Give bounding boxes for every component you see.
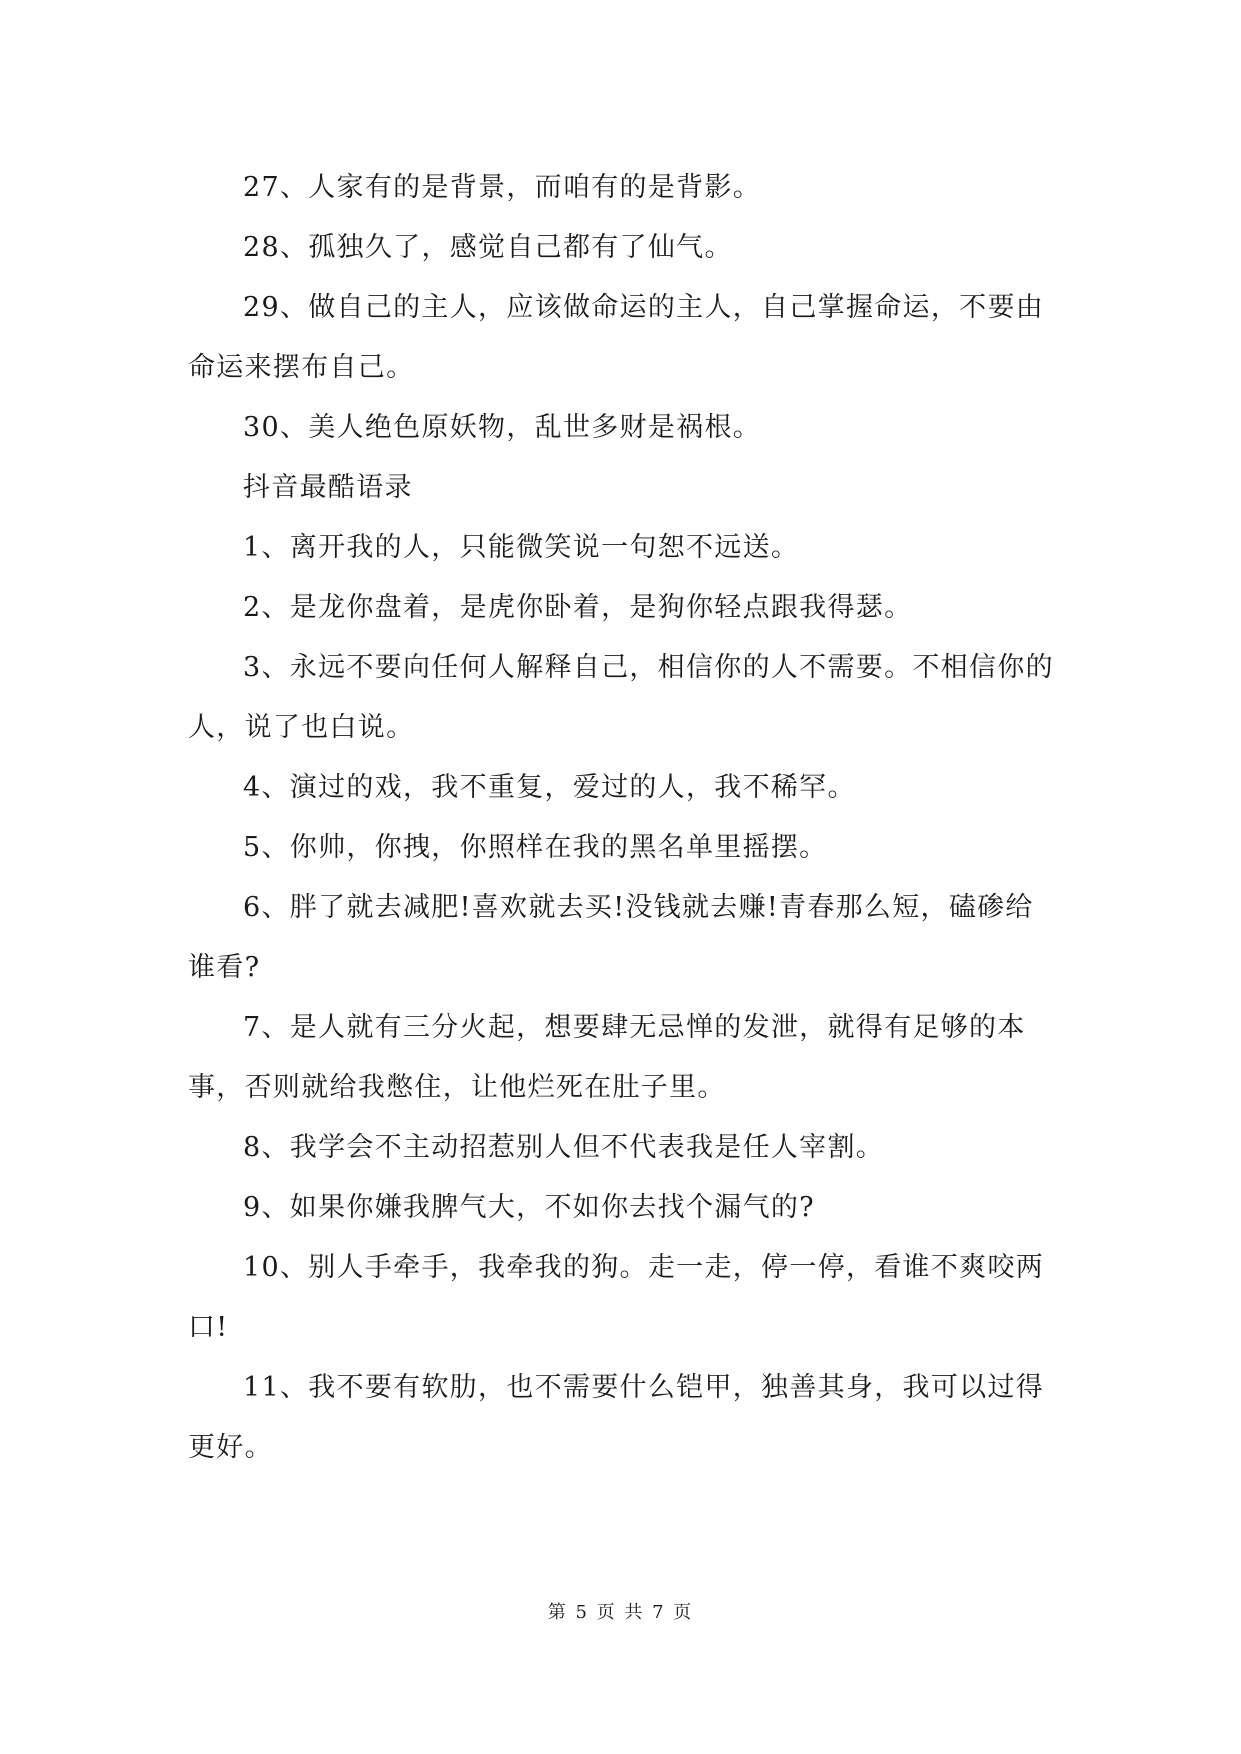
page-footer: 第 5 页 共 7 页 (547, 1602, 694, 1623)
paragraph: 27、人家有的是背景，而咱有的是背影。 (243, 172, 762, 203)
paragraph: 5、你帅，你拽，你照样在我的黑名单里摇摆。 (243, 832, 828, 863)
section-heading: 抖音最酷语录 (243, 472, 413, 503)
paragraph: 10、别人手牵手，我牵我的狗。走一走，停一停，看谁不爽咬两口! (188, 1252, 1045, 1343)
paragraph: 11、我不要有软肋，也不需要什么铠甲，独善其身，我可以过得更好。 (188, 1372, 1045, 1463)
paragraph: 4、演过的戏，我不重复，爱过的人，我不稀罕。 (243, 772, 856, 803)
paragraph: 3、永远不要向任何人解释自己，相信你的人不需要。不相信你的人，说了也白说。 (188, 652, 1054, 743)
paragraph: 29、做自己的主人，应该做命运的主人，自己掌握命运，不要由命运来摆布自己。 (188, 292, 1045, 383)
document-body (188, 158, 1054, 1478)
paragraph: 9、如果你嫌我脾气大，不如你去找个漏气的? (243, 1192, 815, 1223)
paragraph: 30、美人绝色原妖物，乱世多财是祸根。 (243, 412, 762, 443)
paragraph: 8、我学会不主动招惹别人但不代表我是任人宰割。 (243, 1132, 885, 1163)
paragraph: 7、是人就有三分火起，想要肆无忌惮的发泄，就得有足够的本事，否则就给我憋住，让他烂死在肚子里。 (188, 1012, 1026, 1103)
paragraph: 1、离开我的人，只能微笑说一句恕不远送。 (243, 532, 800, 563)
paragraph: 2、是龙你盘着，是虎你卧着，是狗你轻点跟我得瑟。 (243, 592, 913, 623)
paragraph: 6、胖了就去减肥!喜欢就去买!没钱就去赚!青春那么短，磕碜给谁看? (188, 892, 1034, 983)
paragraph: 28、孤独久了，感觉自己都有了仙气。 (243, 232, 733, 263)
